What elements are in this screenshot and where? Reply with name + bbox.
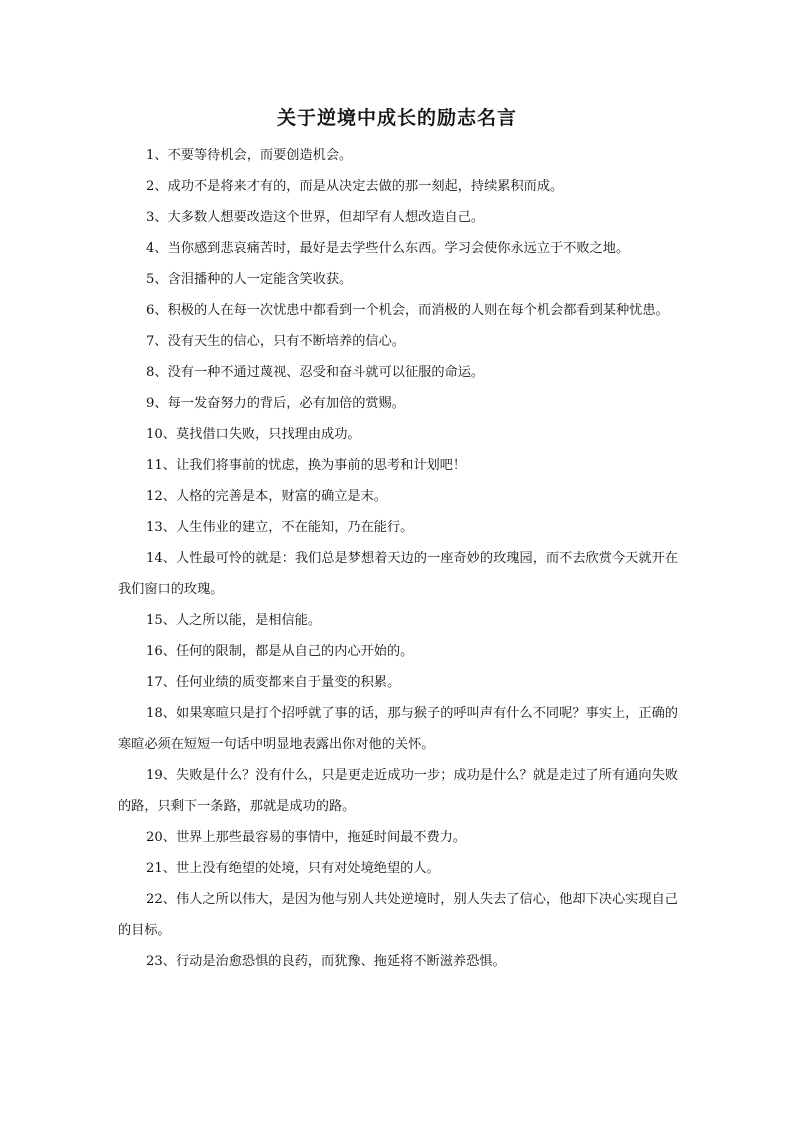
- quote-item: 14、人性最可怜的就是：我们总是梦想着天边的一座奇妙的玫瑰园，而不去欣赏今天就开在我们窗口的玫瑰。: [118, 551, 678, 597]
- quote-item: 15、人之所以能，是相信能。: [146, 613, 322, 628]
- quote-item: 22、伟人之所以伟大，是因为他与别人共处逆境时，别人失去了信心，他却下决心实现自己的目标。: [118, 892, 678, 938]
- quote-item: 20、世界上那些最容易的事情中，拖延时间最不费力。: [146, 830, 467, 845]
- quote-item: 8、没有一种不通过蔑视、忍受和奋斗就可以征服的命运。: [146, 365, 485, 380]
- quote-item: 10、莫找借口失败，只找理由成功。: [146, 427, 361, 442]
- quote-item: 23、行动是治愈恐惧的良药，而犹豫、拖延将不断滋养恐惧。: [146, 954, 506, 969]
- quote-item: 21、世上没有绝望的处境，只有对处境绝望的人。: [146, 861, 440, 876]
- quote-item: 6、积极的人在每一次忧患中都看到一个机会，而消极的人则在每个机会都看到某种忧患。: [146, 303, 669, 318]
- quote-item: 19、失败是什么？没有什么，只是更走近成功一步；成功是什么？就是走过了所有通向失败的路，只剩下一条路，那就是成功的路。: [118, 768, 678, 814]
- quote-item: 16、任何的限制，都是从自己的内心开始的。: [146, 644, 414, 659]
- quote-item: 13、人生伟业的建立，不在能知，乃在能行。: [146, 520, 414, 535]
- quote-item: 12、人格的完善是本，财富的确立是末。: [146, 489, 387, 504]
- quote-item: 17、任何业绩的质变都来自于量变的积累。: [146, 675, 401, 690]
- quote-item: 9、每一发奋努力的背后，必有加倍的赏赐。: [146, 396, 405, 411]
- quote-item: 7、没有天生的信心，只有不断培养的信心。: [146, 334, 405, 349]
- quote-item: 3、大多数人想要改造这个世界，但却罕有人想改造自己。: [146, 210, 485, 225]
- quote-item: 2、成功不是将来才有的，而是从决定去做的那一刻起，持续累积而成。: [146, 179, 564, 194]
- quote-item: 5、含泪播种的人一定能含笑收获。: [146, 272, 353, 287]
- quote-item: 4、当你感到悲哀痛苦时，最好是去学些什么东西。学习会使你永远立于不败之地。: [146, 241, 630, 256]
- quote-list: [118, 140, 678, 977]
- quote-item: 18、如果寒暄只是打个招呼就了事的话，那与猴子的呼叫声有什么不同呢？事实上，正确的寒暄必须在短短一句话中明显地表露出你对他的关怀。: [118, 706, 678, 752]
- quote-item: 11、让我们将事前的忧虑，换为事前的思考和计划吧！: [146, 458, 467, 473]
- quote-item: 1、不要等待机会，而要创造机会。: [146, 148, 353, 163]
- document-title: 关于逆境中成长的励志名言: [276, 107, 517, 129]
